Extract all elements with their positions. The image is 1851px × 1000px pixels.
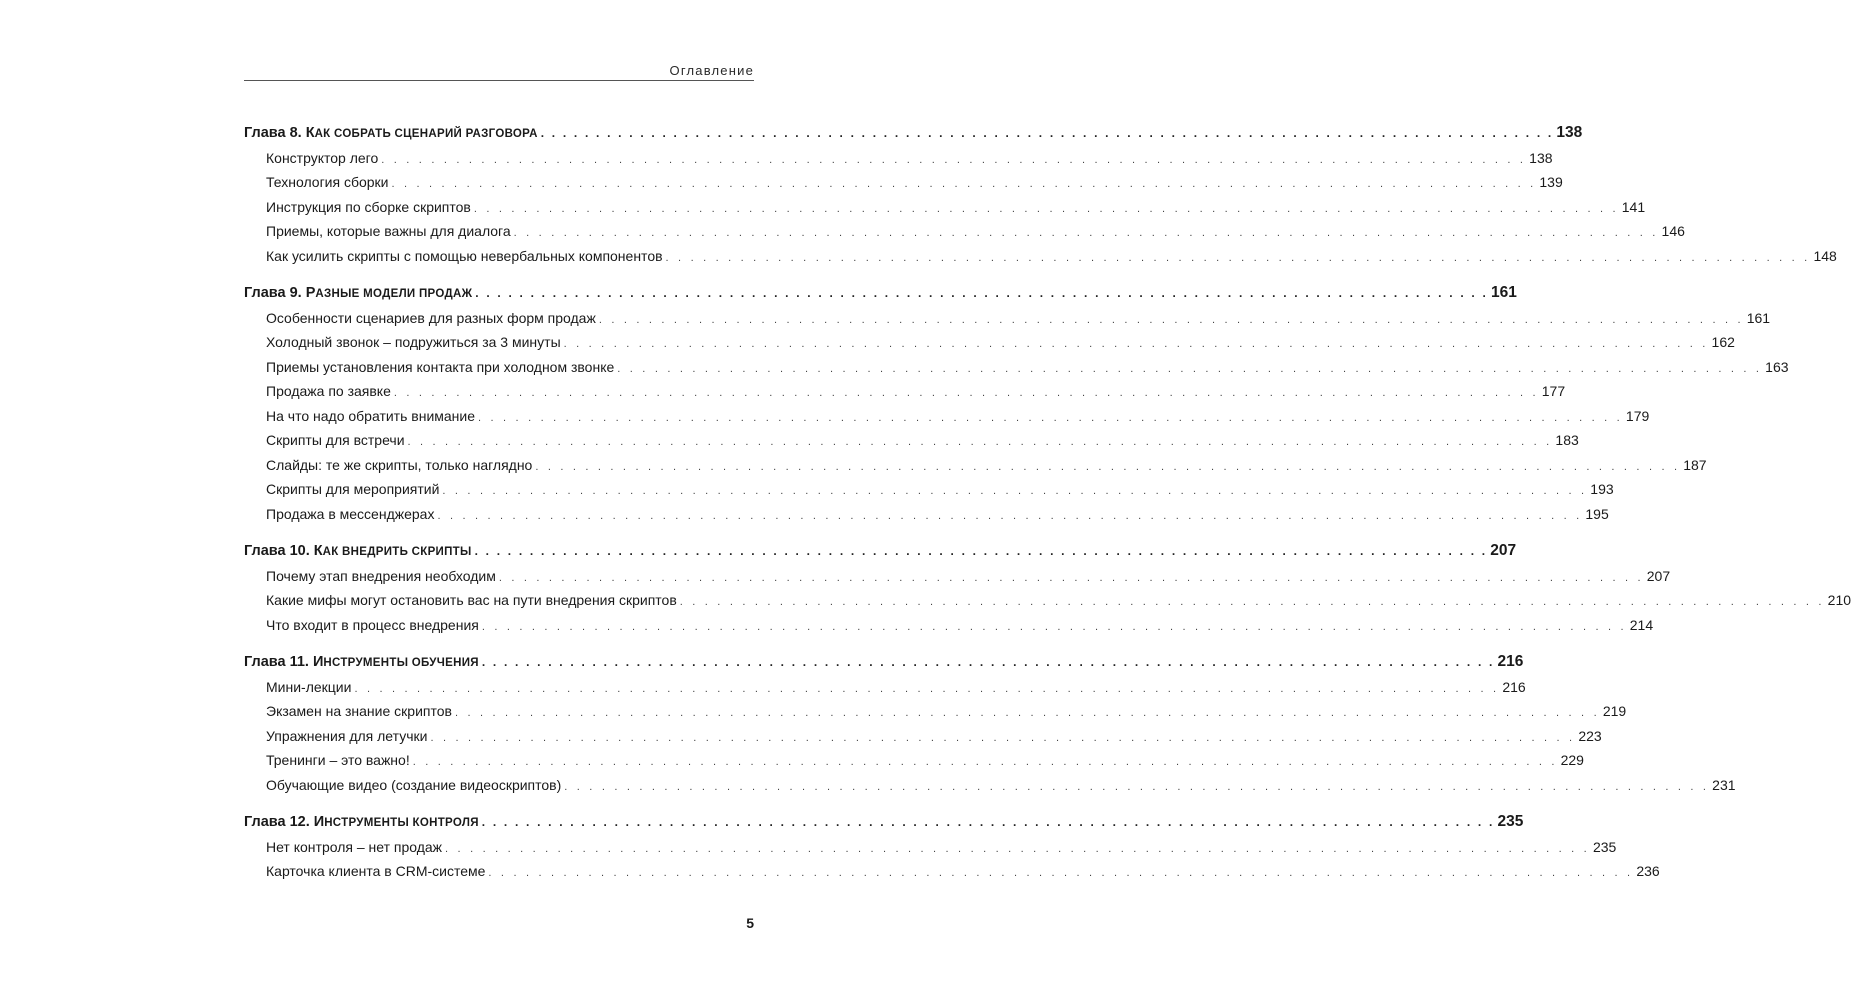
chapter-heading[interactable]	[244, 810, 1524, 835]
dot-leader: . . . . . . . . . . . . . . . . . . . . . . . . . . . . . . . . . . . . . . . . . . . . . . . . . . . . . . . . . . . . . . . . . . . . . . . . . . . . . . . . . . . . . . . . . . . .	[665, 251, 1811, 264]
toc-entry-title: Скрипты для мероприятий	[266, 481, 440, 497]
chapter-label: Глава 8.	[244, 125, 302, 141]
chapter-title-initial: И	[313, 814, 325, 830]
toc-entry[interactable]	[244, 724, 1602, 749]
chapter-page-number: 235	[1497, 813, 1524, 830]
dot-leader: . . . . . . . . . . . . . . . . . . . . . . . . . . . . . . . . . . . . . . . . . . . . . . . . . . . . . . . . . . . . . . . . . . . . . . . . . . . . . . . . . . . . . . . . . . . .	[445, 842, 1590, 855]
dot-leader: . . . . . . . . . . . . . . . . . . . . . . . . . . . . . . . . . . . . . . . . . . . . . . . . . . . . . . . . . . . . . . . . . . . . . . . . . . . . . . . . . . . . . . . . . . . .	[563, 338, 1709, 350]
chapter-title-rest: НСТРУМЕНТЫ КОНТРОЛЯ	[324, 817, 479, 829]
toc-entry-title: На что надо обратить внимание	[266, 407, 476, 424]
chapter-block	[244, 650, 1736, 797]
toc-entry-page-number: 148	[1813, 247, 1837, 264]
toc-entry-page-number: 231	[1712, 776, 1736, 793]
chapter-title-rest: АК СОБРАТЬ СЦЕНАРИЙ РАЗГОВОРА	[314, 128, 538, 140]
toc-entry-title: Приемы установления контакта при холодном звонке	[266, 358, 615, 375]
toc-entry[interactable]	[244, 675, 1526, 700]
chapter-page-number: 216	[1497, 653, 1524, 670]
toc-entry-page-number: 235	[1592, 838, 1617, 855]
toc-entry[interactable]	[244, 306, 1771, 331]
toc-entry-page-number: 210	[1827, 592, 1851, 608]
toc-entry-title: Обучающие видео (создание видеоскриптов)	[266, 776, 562, 793]
toc-entry-title: Продажа в мессенджерах	[266, 505, 435, 522]
chapter-heading[interactable]	[244, 281, 1517, 306]
dot-leader: . . . . . . . . . . . . . . . . . . . . . . . . . . . . . . . . . . . . . . . . . . . . . . . . . . . . . . . . . . . . . . . . . . . . . . . . . . . . . . . . . . . . . . . . . . . .	[617, 362, 1763, 375]
toc-entry-page-number: 219	[1602, 703, 1627, 719]
toc-entry-page-number: 214	[1629, 616, 1654, 633]
toc-entry-page-number: 229	[1560, 752, 1584, 768]
toc-entry[interactable]	[244, 428, 1579, 453]
toc-entry[interactable]	[244, 588, 1851, 613]
chapter-block	[244, 539, 1851, 637]
toc-entry-title: Карточка клиента в CRM-системе	[266, 863, 486, 879]
dot-leader: . . . . . . . . . . . . . . . . . . . . . . . . . . . . . . . . . . . . . . . . . . . . . . . . . . . . . . . . . . . . . . . . . . . . . . . . . . . . . . . . . . . . . . . . . . . .	[407, 436, 1553, 448]
table-of-contents	[244, 121, 1851, 897]
chapter-title	[244, 810, 479, 836]
toc-entry-title: Как усилить скрипты с помощью невербальных компонентов	[266, 247, 663, 264]
toc-entry[interactable]	[244, 699, 1627, 724]
toc-entry-title: Технология сборки	[266, 174, 389, 190]
toc-entry-title: Нет контроля – нет продаж	[266, 838, 443, 855]
dot-leader: . . . . . . . . . . . . . . . . . . . . . . . . . . . . . . . . . . . . . . . . . . . . . . . . . . . . . . . . . . . . . . . . . . . . . . . . . . . . . . . . . . . . . . . . . . . .	[391, 178, 1537, 190]
toc-entry-page-number: 183	[1555, 432, 1579, 448]
toc-entry[interactable]	[244, 859, 1660, 884]
toc-entry-title: Холодный звонок – подружиться за 3 минуты	[266, 334, 561, 350]
toc-entry[interactable]	[244, 613, 1654, 638]
toc-entry-page-number: 146	[1661, 223, 1685, 239]
chapter-title	[244, 281, 472, 307]
chapter-title	[244, 650, 479, 676]
toc-entry[interactable]	[244, 502, 1609, 527]
header-divider	[244, 80, 754, 81]
chapter-title-rest: НСТРУМЕНТЫ ОБУЧЕНИЯ	[323, 657, 479, 669]
toc-entry-title: Что входит в процесс внедрения	[266, 616, 479, 633]
toc-entry[interactable]	[244, 453, 1707, 478]
dot-leader: . . . . . . . . . . . . . . . . . . . . . . . . . . . . . . . . . . . . . . . . . . . . . . . . . . . . . . . . . . . . . . . . . . . . . . . . . . . . . . . . . . . . . . . . . . . .	[474, 544, 1488, 558]
dot-leader: . . . . . . . . . . . . . . . . . . . . . . . . . . . . . . . . . . . . . . . . . . . . . . . . . . . . . . . . . . . . . . . . . . . . . . . . . . . . . . . . . . . . . . . . . . . .	[442, 485, 1588, 497]
toc-entry-page-number: 139	[1539, 174, 1563, 190]
toc-entry-title: Экзамен на знание скриптов	[266, 703, 452, 719]
chapter-title-initial: К	[313, 543, 323, 559]
dot-leader: . . . . . . . . . . . . . . . . . . . . . . . . . . . . . . . . . . . . . . . . . . . . . . . . . . . . . . . . . . . . . . . . . . . . . . . . . . . . . . . . . . . . . . . . . . . .	[475, 286, 1488, 300]
toc-entry[interactable]	[244, 195, 1646, 220]
chapter-title-initial: И	[312, 654, 324, 670]
toc-entry-page-number: 195	[1585, 505, 1609, 522]
toc-entry-page-number: 138	[1529, 149, 1553, 166]
toc-entry-title: Скрипты для встречи	[266, 432, 405, 448]
chapter-block	[244, 121, 1837, 268]
dot-leader: . . . . . . . . . . . . . . . . . . . . . . . . . . . . . . . . . . . . . . . . . . . . . . . . . . . . . . . . . . . . . . . . . . . . . . . . . . . . . . . . . . . . . . . . . . . .	[513, 227, 1659, 239]
toc-entry[interactable]	[244, 379, 1566, 404]
chapter-heading[interactable]	[244, 121, 1583, 146]
toc-entry[interactable]	[244, 146, 1553, 171]
chapter-label: Глава 10.	[244, 543, 310, 559]
toc-entry[interactable]	[244, 244, 1837, 269]
toc-entry[interactable]	[244, 219, 1685, 244]
toc-entry-title: Приемы, которые важны для диалога	[266, 223, 511, 239]
dot-leader: . . . . . . . . . . . . . . . . . . . . . . . . . . . . . . . . . . . . . . . . . . . . . . . . . . . . . . . . . . . . . . . . . . . . . . . . . . . . . . . . . . . . . . . . . . . .	[412, 756, 1558, 768]
dot-leader: . . . . . . . . . . . . . . . . . . . . . . . . . . . . . . . . . . . . . . . . . . . . . . . . . . . . . . . . . . . . . . . . . . . . . . . . . . . . . . . . . . . . . . . . . . . .	[478, 411, 1623, 424]
toc-entry[interactable]	[244, 170, 1563, 195]
dot-leader: . . . . . . . . . . . . . . . . . . . . . . . . . . . . . . . . . . . . . . . . . . . . . . . . . . . . . . . . . . . . . . . . . . . . . . . . . . . . . . . . . . . . . . . . . . . .	[381, 153, 1527, 166]
toc-entry[interactable]	[244, 330, 1735, 355]
toc-entry-page-number: 236	[1636, 863, 1660, 879]
dot-leader: . . . . . . . . . . . . . . . . . . . . . . . . . . . . . . . . . . . . . . . . . . . . . . . . . . . . . . . . . . . . . . . . . . . . . . . . . . . . . . . . . . . . . . . . . . . .	[393, 387, 1539, 399]
toc-entry-page-number: 162	[1711, 334, 1735, 350]
toc-entry[interactable]	[244, 748, 1584, 773]
toc-entry-title: Особенности сценариев для разных форм продаж	[266, 309, 596, 326]
dot-leader: . . . . . . . . . . . . . . . . . . . . . . . . . . . . . . . . . . . . . . . . . . . . . . . . . . . . . . . . . . . . . . . . . . . . . . . . . . . . . . . . . . . . . . . . . . . .	[679, 596, 1825, 608]
toc-entry[interactable]	[244, 564, 1671, 589]
toc-entry[interactable]	[244, 355, 1789, 380]
toc-entry-title: Тренинги – это важно!	[266, 752, 410, 768]
chapter-label: Глава 9.	[244, 285, 302, 301]
chapter-page-number: 207	[1490, 542, 1517, 559]
chapter-label: Глава 12.	[244, 814, 310, 830]
chapter-title	[244, 121, 538, 147]
dot-leader: . . . . . . . . . . . . . . . . . . . . . . . . . . . . . . . . . . . . . . . . . . . . . . . . . . . . . . . . . . . . . . . . . . . . . . . . . . . . . . . . . . . . . . . . . . . .	[535, 460, 1681, 473]
toc-entry-title: Слайды: те же скрипты, только наглядно	[266, 456, 533, 473]
toc-entry-title: Упражнения для летучки	[266, 727, 428, 744]
toc-entry-page-number: 179	[1625, 407, 1650, 424]
toc-entry-title: Продажа по заявке	[266, 383, 391, 399]
chapter-page-number: 161	[1490, 284, 1517, 301]
dot-leader: . . . . . . . . . . . . . . . . . . . . . . . . . . . . . . . . . . . . . . . . . . . . . . . . . . . . . . . . . . . . . . . . . . . . . . . . . . . . . . . . . . . . . . . . . . . .	[488, 867, 1634, 879]
chapter-heading[interactable]	[244, 650, 1524, 675]
toc-entry-page-number: 193	[1590, 481, 1614, 497]
dot-leader: . . . . . . . . . . . . . . . . . . . . . . . . . . . . . . . . . . . . . . . . . . . . . . . . . . . . . . . . . . . . . . . . . . . . . . . . . . . . . . . . . . . . . . . . . . . .	[354, 682, 1500, 695]
toc-entry-page-number: 216	[1502, 678, 1526, 695]
chapter-heading[interactable]	[244, 539, 1517, 564]
toc-entry-page-number: 141	[1621, 198, 1646, 215]
toc-entry-page-number: 223	[1578, 727, 1602, 744]
toc-entry-title: Почему этап внедрения необходим	[266, 567, 496, 584]
dot-leader: . . . . . . . . . . . . . . . . . . . . . . . . . . . . . . . . . . . . . . . . . . . . . . . . . . . . . . . . . . . . . . . . . . . . . . . . . . . . . . . . . . . . . . . . . . . .	[430, 731, 1576, 744]
chapter-title-rest: АК ВНЕДРИТЬ СКРИПТЫ	[322, 546, 472, 558]
toc-entry-page-number: 207	[1646, 567, 1671, 584]
toc-entry-page-number: 161	[1746, 309, 1771, 326]
page-number: 5	[746, 915, 754, 931]
toc-entry[interactable]	[244, 477, 1614, 502]
dot-leader: . . . . . . . . . . . . . . . . . . . . . . . . . . . . . . . . . . . . . . . . . . . . . . . . . . . . . . . . . . . . . . . . . . . . . . . . . . . . . . . . . . . . . . . . . . . .	[481, 655, 1495, 669]
toc-entry-title: Конструктор лего	[266, 149, 379, 166]
dot-leader: . . . . . . . . . . . . . . . . . . . . . . . . . . . . . . . . . . . . . . . . . . . . . . . . . . . . . . . . . . . . . . . . . . . . . . . . . . . . . . . . . . . . . . . . . . . .	[481, 620, 1627, 633]
chapter-block	[244, 281, 1789, 526]
toc-entry-title: Мини-лекции	[266, 678, 352, 695]
toc-entry-page-number: 163	[1765, 358, 1789, 375]
toc-entry-title: Какие мифы могут остановить вас на пути внедрения скриптов	[266, 592, 677, 608]
dot-leader: . . . . . . . . . . . . . . . . . . . . . . . . . . . . . . . . . . . . . . . . . . . . . . . . . . . . . . . . . . . . . . . . . . . . . . . . . . . . . . . . . . . . . . . . . . . .	[454, 707, 1600, 719]
dot-leader: . . . . . . . . . . . . . . . . . . . . . . . . . . . . . . . . . . . . . . . . . . . . . . . . . . . . . . . . . . . . . . . . . . . . . . . . . . . . . . . . . . . . . . . . . . . .	[564, 780, 1710, 793]
chapter-label: Глава 11.	[244, 654, 309, 670]
toc-entry[interactable]	[244, 773, 1736, 798]
toc-entry[interactable]	[244, 835, 1617, 860]
toc-entry-title: Инструкция по сборке скриптов	[266, 198, 471, 215]
dot-leader: . . . . . . . . . . . . . . . . . . . . . . . . . . . . . . . . . . . . . . . . . . . . . . . . . . . . . . . . . . . . . . . . . . . . . . . . . . . . . . . . . . . . . . . . . . . .	[481, 815, 1495, 829]
dot-leader: . . . . . . . . . . . . . . . . . . . . . . . . . . . . . . . . . . . . . . . . . . . . . . . . . . . . . . . . . . . . . . . . . . . . . . . . . . . . . . . . . . . . . . . . . . . .	[540, 126, 1554, 140]
dot-leader: . . . . . . . . . . . . . . . . . . . . . . . . . . . . . . . . . . . . . . . . . . . . . . . . . . . . . . . . . . . . . . . . . . . . . . . . . . . . . . . . . . . . . . . . . . . .	[598, 313, 1744, 326]
dot-leader: . . . . . . . . . . . . . . . . . . . . . . . . . . . . . . . . . . . . . . . . . . . . . . . . . . . . . . . . . . . . . . . . . . . . . . . . . . . . . . . . . . . . . . . . . . . .	[473, 202, 1619, 215]
toc-entry-page-number: 187	[1683, 456, 1707, 473]
running-header: Оглавление	[669, 63, 754, 78]
chapter-page-number: 138	[1556, 124, 1583, 141]
chapter-title-rest: АЗНЫЕ МОДЕЛИ ПРОДАЖ	[315, 288, 473, 300]
chapter-block	[244, 810, 1660, 884]
chapter-title-initial: Р	[305, 285, 316, 301]
toc-entry-page-number: 177	[1541, 383, 1566, 399]
toc-entry[interactable]	[244, 404, 1650, 429]
chapter-title-initial: К	[305, 125, 315, 141]
dot-leader: . . . . . . . . . . . . . . . . . . . . . . . . . . . . . . . . . . . . . . . . . . . . . . . . . . . . . . . . . . . . . . . . . . . . . . . . . . . . . . . . . . . . . . . . . . . .	[437, 509, 1583, 522]
dot-leader: . . . . . . . . . . . . . . . . . . . . . . . . . . . . . . . . . . . . . . . . . . . . . . . . . . . . . . . . . . . . . . . . . . . . . . . . . . . . . . . . . . . . . . . . . . . .	[498, 571, 1644, 584]
chapter-title	[244, 539, 472, 565]
